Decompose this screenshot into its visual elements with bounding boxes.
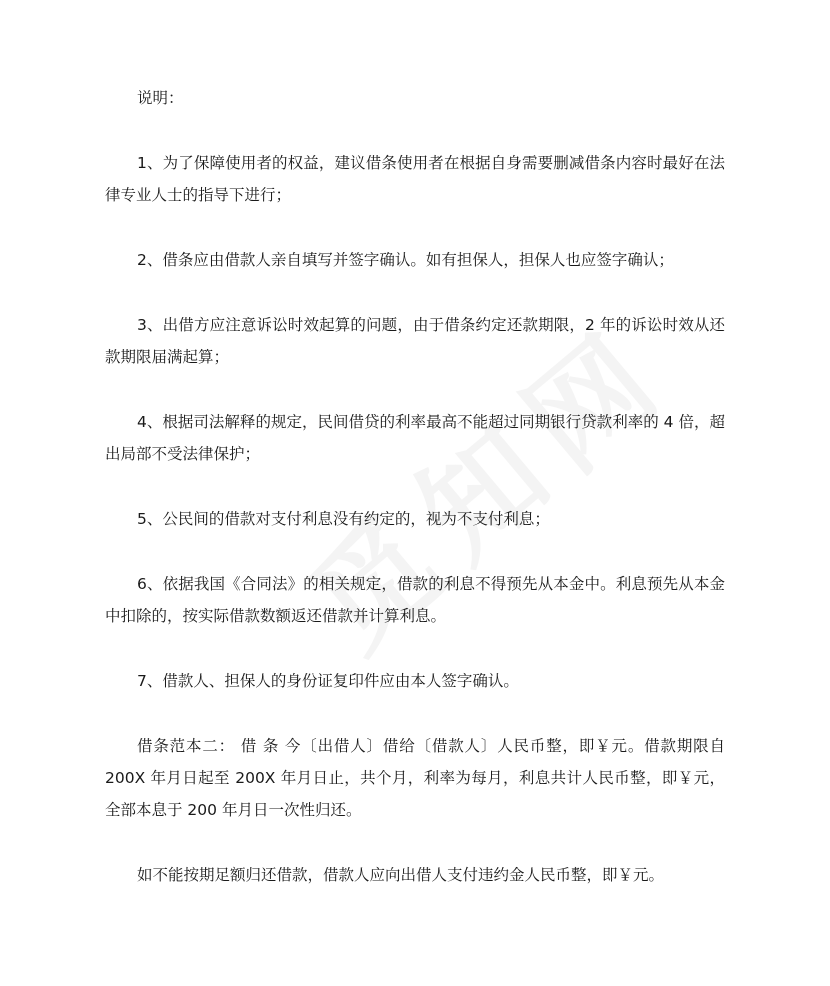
paragraph-4: 4、根据司法解释的规定，民间借贷的利率最高不能超过同期银行贷款利率的 4 倍，超出局部不受法律保护；: [105, 413, 725, 463]
paragraph-3: 3、出借方应注意诉讼时效起算的问题，由于借条约定还款期限，2 年的诉讼时效从还款期限届满起算；: [105, 316, 725, 366]
paragraph-5: 5、公民间的借款对支付利息没有约定的，视为不支付利息；: [137, 510, 550, 528]
paragraph-7: 7、借款人、担保人的身份证复印件应由本人签字确认。: [137, 672, 519, 690]
paragraph-sample-two: 借条范本二： 借 条 今〔出借人〕借给〔借款人〕人民币整，即￥元。借款期限自 200X 年月日起至 200X 年月日止，共个月，利率为每月，利息共计人民币整，即￥元，全部本息于 200 年月日一次性归还。: [105, 737, 725, 819]
paragraph-6: 6、依据我国《合同法》的相关规定，借款的利息不得预先从本金中。利息预先从本金中扣除的，按实际借款数额返还借款并计算利息。: [105, 575, 725, 625]
heading: 说明：: [137, 89, 184, 107]
paragraph-1: 1、为了保障使用者的权益，建议借条使用者在根据自身需要删减借条内容时最好在法律专业人士的指导下进行；: [105, 154, 725, 204]
paragraph-2: 2、借条应由借款人亲自填写并签字确认。如有担保人，担保人也应签字确认；: [137, 251, 674, 269]
paragraph-penalty: 如不能按期足额归还借款，借款人应向出借人支付违约金人民币整，即￥元。: [137, 866, 665, 884]
document-body: [105, 82, 725, 891]
